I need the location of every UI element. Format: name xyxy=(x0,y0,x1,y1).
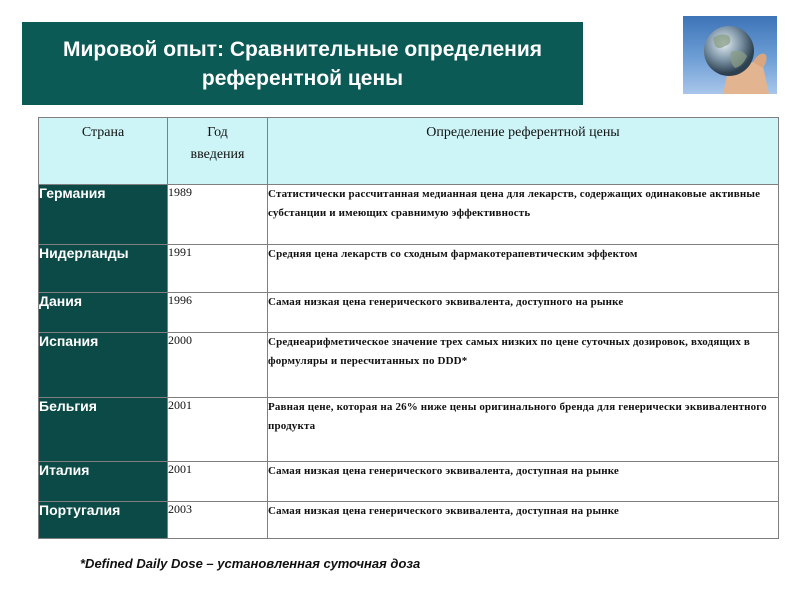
country-cell: Италия xyxy=(39,462,168,502)
definition-cell: Самая низкая цена генерического эквивалента, доступная на рынке xyxy=(268,502,779,539)
year-cell: 1996 xyxy=(168,293,268,333)
country-cell: Нидерланды xyxy=(39,245,168,293)
footnote: *Defined Daily Dose – установленная суточная доза xyxy=(80,556,421,571)
definition-cell: Равная цене, которая на 26% ниже цены оригинального бренда для генерически эквивалентного продукта xyxy=(268,398,779,462)
table-row xyxy=(39,502,779,539)
table-row xyxy=(39,245,779,293)
table-row xyxy=(39,462,779,502)
year-cell: 2001 xyxy=(168,398,268,462)
header-year-line1: Год xyxy=(207,125,228,140)
title-banner xyxy=(22,22,583,105)
table-row xyxy=(39,185,779,245)
country-cell: Дания xyxy=(39,293,168,333)
definition-cell: Самая низкая цена генерического эквивалента, доступная на рынке xyxy=(268,462,779,502)
year-cell: 2000 xyxy=(168,333,268,398)
definition-cell: Средняя цена лекарств со сходным фармакотерапевтическим эффектом xyxy=(268,245,779,293)
page-title-line2: референтной цены xyxy=(201,66,404,90)
year-cell: 1991 xyxy=(168,245,268,293)
header-year xyxy=(168,118,268,185)
header-year-line2: введения xyxy=(190,147,245,162)
table-row xyxy=(39,333,779,398)
header-definition: Определение референтной цены xyxy=(268,118,779,185)
country-cell: Испания xyxy=(39,333,168,398)
definition-cell: Статистически рассчитанная медианная цена для лекарств, содержащих одинаковые активные субстанции и имеющих сравнимую эффективность xyxy=(268,185,779,245)
country-cell: Бельгия xyxy=(39,398,168,462)
page-title-line1: Мировой опыт: Сравнительные определения xyxy=(63,37,542,61)
country-cell: Германия xyxy=(39,185,168,245)
definition-cell: Среднеарифметическое значение трех самых низких по цене суточных дозировок, входящих в формуляры и пересчитанных по DDD* xyxy=(268,333,779,398)
year-cell: 2001 xyxy=(168,462,268,502)
year-cell: 1989 xyxy=(168,185,268,245)
year-cell: 2003 xyxy=(168,502,268,539)
table-header-row xyxy=(39,118,779,185)
header-country: Страна xyxy=(39,118,168,185)
table-row xyxy=(39,293,779,333)
globe-in-hand-icon xyxy=(683,16,777,94)
definition-cell: Самая низкая цена генерического эквивалента, доступного на рынке xyxy=(268,293,779,333)
country-cell: Португалия xyxy=(39,502,168,539)
table-row xyxy=(39,398,779,462)
reference-price-table xyxy=(38,117,779,539)
